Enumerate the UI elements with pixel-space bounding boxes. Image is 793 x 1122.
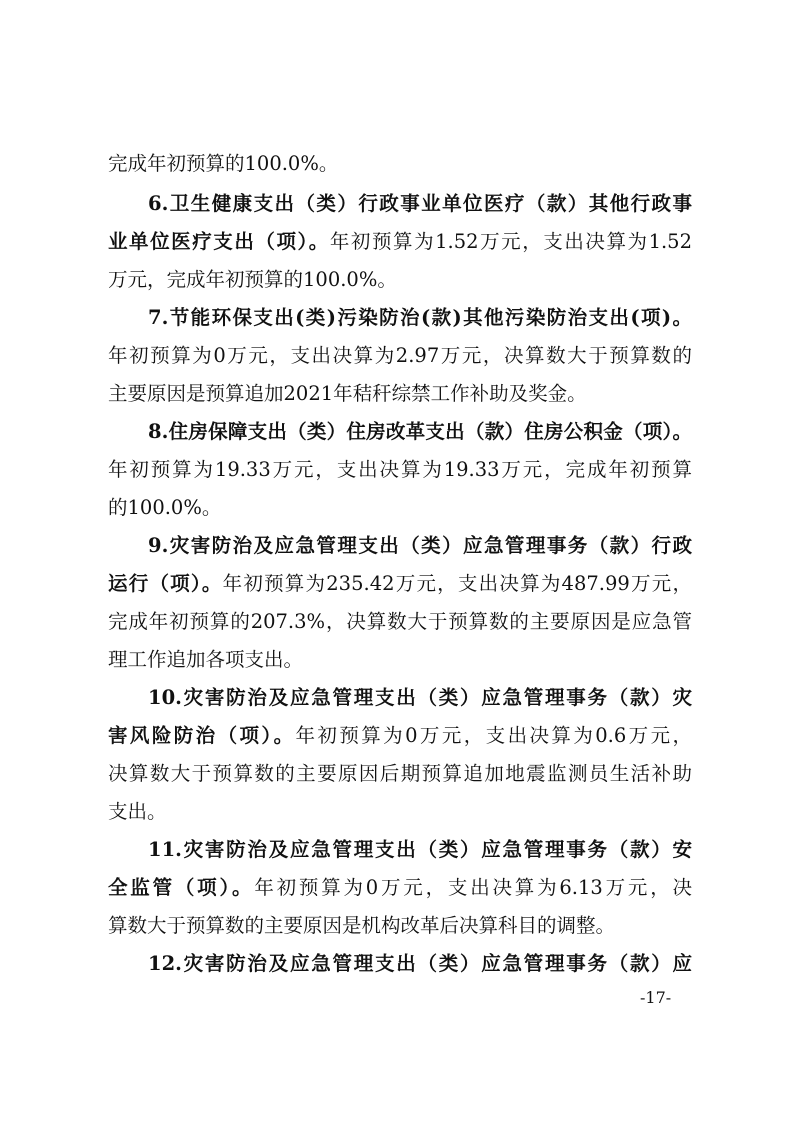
- item-12-heading: 12.灾害防治及应急管理支出（类）应急管理事务（款）应: [148, 952, 692, 975]
- paragraph-line: 决算数大于预算数的主要原因后期预算追加地震监测员生活补助: [108, 762, 692, 785]
- paragraph-line: 主要原因是预算追加2021年秸秆综禁工作补助及奖金。: [108, 382, 587, 405]
- paragraph-line: 完成年初预算的207.3%，决算数大于预算数的主要原因是应急管: [108, 610, 692, 633]
- paragraph-line: 完成年初预算的100.0%。: [108, 152, 339, 175]
- item-9-heading: 9.灾害防治及应急管理支出（类）应急管理事务（款）行政: [148, 534, 692, 557]
- paragraph-line: 运行（项）。年初预算为235.42万元，支出决算为487.99万元，: [108, 572, 692, 595]
- paragraph-line: 全监管（项）。年初预算为0万元，支出决算为6.13万元，决: [108, 876, 692, 899]
- item-7-heading: 7.节能环保支出(类)污染防治(款)其他污染防治支出(项)。: [148, 306, 692, 329]
- paragraph-line: 害风险防治（项）。年初预算为0万元，支出决算为0.6万元，: [108, 724, 692, 747]
- page-number: -17-: [640, 988, 672, 1007]
- item-8-heading: 8.住房保障支出（类）住房改革支出（款）住房公积金（项）。: [148, 420, 692, 443]
- paragraph-line: 万元，完成年初预算的100.0%。: [108, 268, 397, 291]
- paragraph-line: 算数大于预算数的主要原因是机构改革后决算科目的调整。: [108, 914, 616, 937]
- item-10-heading: 10.灾害防治及应急管理支出（类）应急管理事务（款）灾: [148, 686, 692, 709]
- paragraph-line: 年初预算为0万元，支出决算为2.97万元，决算数大于预算数的: [108, 344, 692, 367]
- document-page: [108, 0, 692, 1122]
- paragraph-line: 的100.0%。: [108, 496, 222, 519]
- paragraph-line: 业单位医疗支出（项）。年初预算为1.52万元，支出决算为1.52: [108, 230, 692, 253]
- paragraph-line: 年初预算为19.33万元，支出决算为19.33万元，完成年初预算: [108, 458, 692, 481]
- paragraph-line: 理工作追加各项支出。: [108, 648, 304, 671]
- item-11-heading: 11.灾害防治及应急管理支出（类）应急管理事务（款）安: [148, 838, 692, 861]
- item-6-heading: 6.卫生健康支出（类）行政事业单位医疗（款）其他行政事: [148, 192, 692, 215]
- paragraph-line: 支出。: [108, 800, 167, 823]
